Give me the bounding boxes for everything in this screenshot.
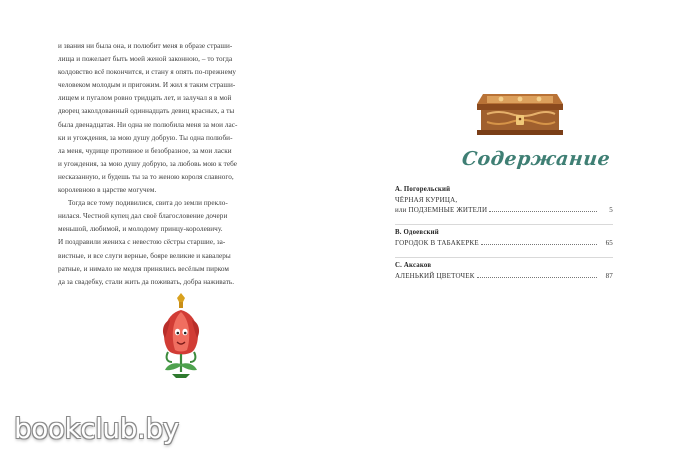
toc-page-number: 65 xyxy=(605,239,613,247)
toc-story-title: АЛЕНЬКИЙ ЦВЕТОЧЕК xyxy=(395,272,475,280)
toc-author: С. Аксаков xyxy=(395,262,432,269)
toc-heading: Содержание xyxy=(460,148,612,170)
text-line: да за свадебку, стали жить да поживать, добра наживать. xyxy=(58,277,235,286)
toc-row[interactable] xyxy=(395,195,613,205)
text-line: и угождения, за мою душу добрую, за любовь мою к тебе xyxy=(58,159,237,168)
casket-icon xyxy=(473,82,567,138)
right-page xyxy=(395,0,670,459)
text-line: меньшой, любимой, и молодому принцу-королевичу. xyxy=(58,225,223,234)
text-line: ла меня, чудище противное и безобразное, за мои ласки xyxy=(58,146,232,155)
text-line: несказанную, и будешь ты за то женою короля славного, xyxy=(58,172,234,181)
toc-story-title: ГОРОДОК В ТАБАКЕРКЕ xyxy=(395,239,479,247)
toc-entry xyxy=(395,224,613,248)
dot-leader xyxy=(481,243,597,245)
text-line: ратные, и нимало не медля принялись весёлым пирком xyxy=(58,264,230,273)
text-line: ки и угождения, за мою душу добрую. Ты одна полюби- xyxy=(58,133,233,142)
left-page xyxy=(58,40,328,289)
scarlet-flower-icon xyxy=(150,292,212,382)
text-line: и звания ни была она, и полюбит меня в образе страши- xyxy=(58,42,233,50)
toc-page-number: 87 xyxy=(605,272,613,280)
toc-author: В. Одоевский xyxy=(395,229,439,236)
text-line: И поздравили жениха с невестою сёстры старшие, за- xyxy=(58,238,226,247)
toc-row[interactable] xyxy=(395,271,613,281)
toc-story-title: или ПОДЗЕМНЫЕ ЖИТЕЛИ xyxy=(395,206,488,214)
text-line: лища и пожелает быть моей женой законною, – то тогда xyxy=(58,55,233,64)
toc-entry xyxy=(395,257,613,281)
toc-row[interactable] xyxy=(395,238,613,248)
table-of-contents xyxy=(395,182,613,290)
toc-page-number: 5 xyxy=(609,206,613,214)
toc-row[interactable] xyxy=(395,205,613,215)
text-line: колдовство всё покончится, и стану я опять по-прежнему xyxy=(58,68,237,77)
text-line: дворец заколдованный одиннадцать девиц красных, а ты xyxy=(58,107,235,116)
dot-leader xyxy=(489,210,597,212)
dot-leader xyxy=(477,276,597,278)
toc-entry xyxy=(395,182,613,215)
toc-author: А. Погорельский xyxy=(395,186,451,193)
text-line: лищем и пугалом ровно тридцать лет, и залучал я в мой xyxy=(58,94,232,103)
text-line: нилася. Честной купец дал своё благословение дочери xyxy=(58,212,228,221)
text-line: была двенадцатая. Ни одна не полюбила меня за мои лас- xyxy=(58,120,238,129)
text-line: вистные, и все слуги верные, бояре великие и кавалеры xyxy=(58,251,231,260)
text-line: королевною в царстве могучем. xyxy=(58,186,157,195)
toc-story-title: ЧЁРНАЯ КУРИЦА, xyxy=(395,196,458,204)
text-line: человеком молодым и пригожим. И жил я таким страши- xyxy=(58,81,236,90)
watermark: bookclub.by xyxy=(14,412,179,445)
text-line: Тогда все тому подивилися, свита до земли прекло- xyxy=(68,199,228,208)
